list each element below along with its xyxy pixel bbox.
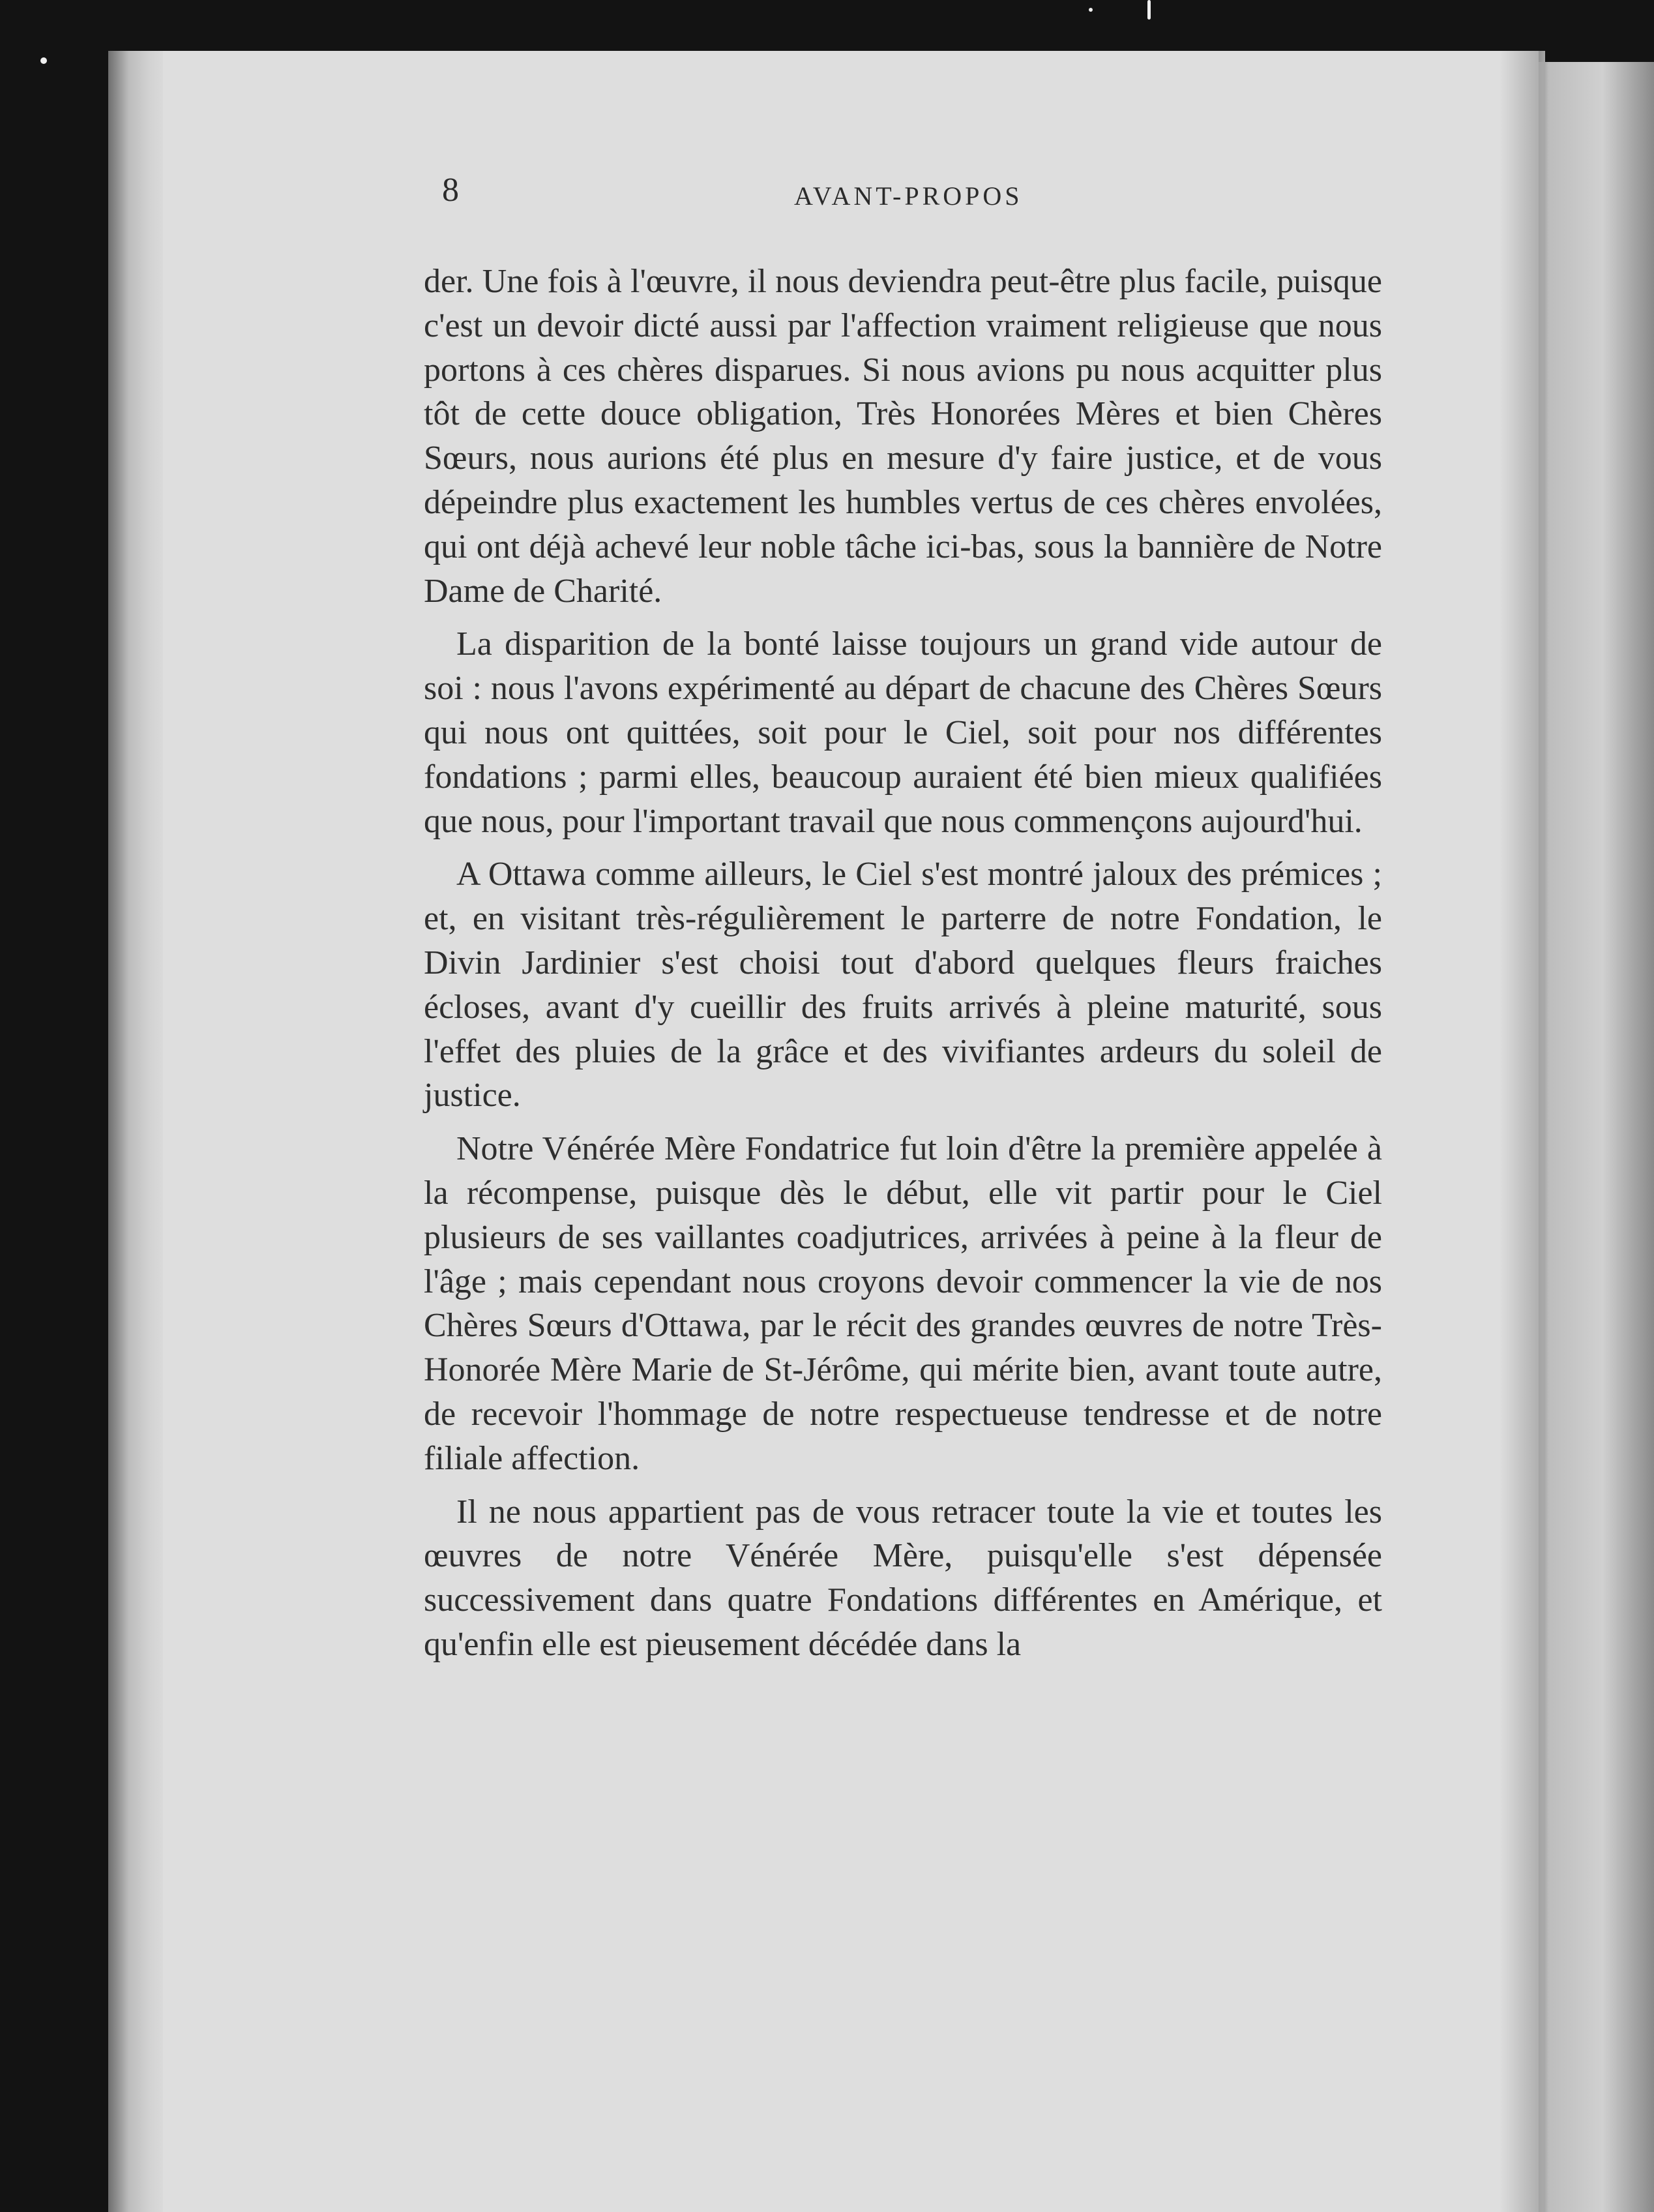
running-head: [442, 171, 1329, 223]
dust-speck: [40, 57, 47, 64]
paragraph: A Ottawa comme ailleurs, le Ciel s'est montré jaloux des prémices ; et, en visitant très-régulièrement le parterre de notre Fondation, le Divin Jardinier s'est choisi tout d'abord quelques fleurs fraiches écloses, avant d'y cueillir des fruits arrivés à pleine maturité, sous l'effet des pluies de la grâce et des vivifiantes ardeurs du soleil de justice.: [424, 856, 1382, 1114]
body-text: [424, 260, 1382, 1676]
dust-speck: [1089, 8, 1093, 12]
page-gutter-shadow: [108, 51, 167, 2212]
paragraph: La disparition de la bonté laisse toujours un grand vide autour de soi : nous l'avons expérimenté au départ de chacune des Chères Sœurs qui nous ont quittées, soit pour le Ciel, soit pour nos différentes fondations ; parmi elles, beaucoup auraient été bien mieux qualifiées que nous, pour l'important travail que nous commençons aujourd'hui.: [424, 625, 1382, 840]
paragraph: der. Une fois à l'œuvre, il nous deviendra peut-être plus facile, puisque c'est un devoir dicté aussi par l'affection vraiment religieuse que nous portons à ces chères disparues. Si nous avions pu nous acquitter plus tôt de cette douce obligation, Très Honorées Mères et bien Chères Sœurs, nous aurions été plus en mesure d'y faire justice, et de vous dépeindre plus exactement les humbles vertus de ces chères envolées, qui ont déjà achevé leur noble tâche ici-bas, sous la bannière de Notre Dame de Charité.: [424, 263, 1382, 610]
paragraph: Il ne nous appartient pas de vous retracer toute la vie et toutes les œuvres de notre Vénérée Mère, puisqu'elle s'est dépensée successivement dans quatre Fondations différentes en Amérique, et qu'enfin elle est pieusement décédée dans la: [424, 1493, 1382, 1663]
dust-speck: [1147, 0, 1151, 20]
running-title: AVANT-PROPOS: [794, 181, 1023, 211]
paragraph: Notre Vénérée Mère Fondatrice fut loin d'être la première appelée à la récompense, puisque dès le début, elle vit partir pour le Ciel plusieurs de ses vaillantes coadjutrices, arrivées à peine à la fleur de l'âge ; mais cependant nous croyons devoir commencer la vie de nos Chères Sœurs d'Ottawa, par le récit des grandes œuvres de notre Très-Honorée Mère Marie de St-Jérôme, qui mérite bien, avant toute autre, de recevoir l'hommage de notre respectueuse tendresse et de notre filiale affection.: [424, 1130, 1382, 1477]
page-edge-shadow: [1499, 51, 1545, 2212]
page-number: 8: [442, 172, 459, 209]
